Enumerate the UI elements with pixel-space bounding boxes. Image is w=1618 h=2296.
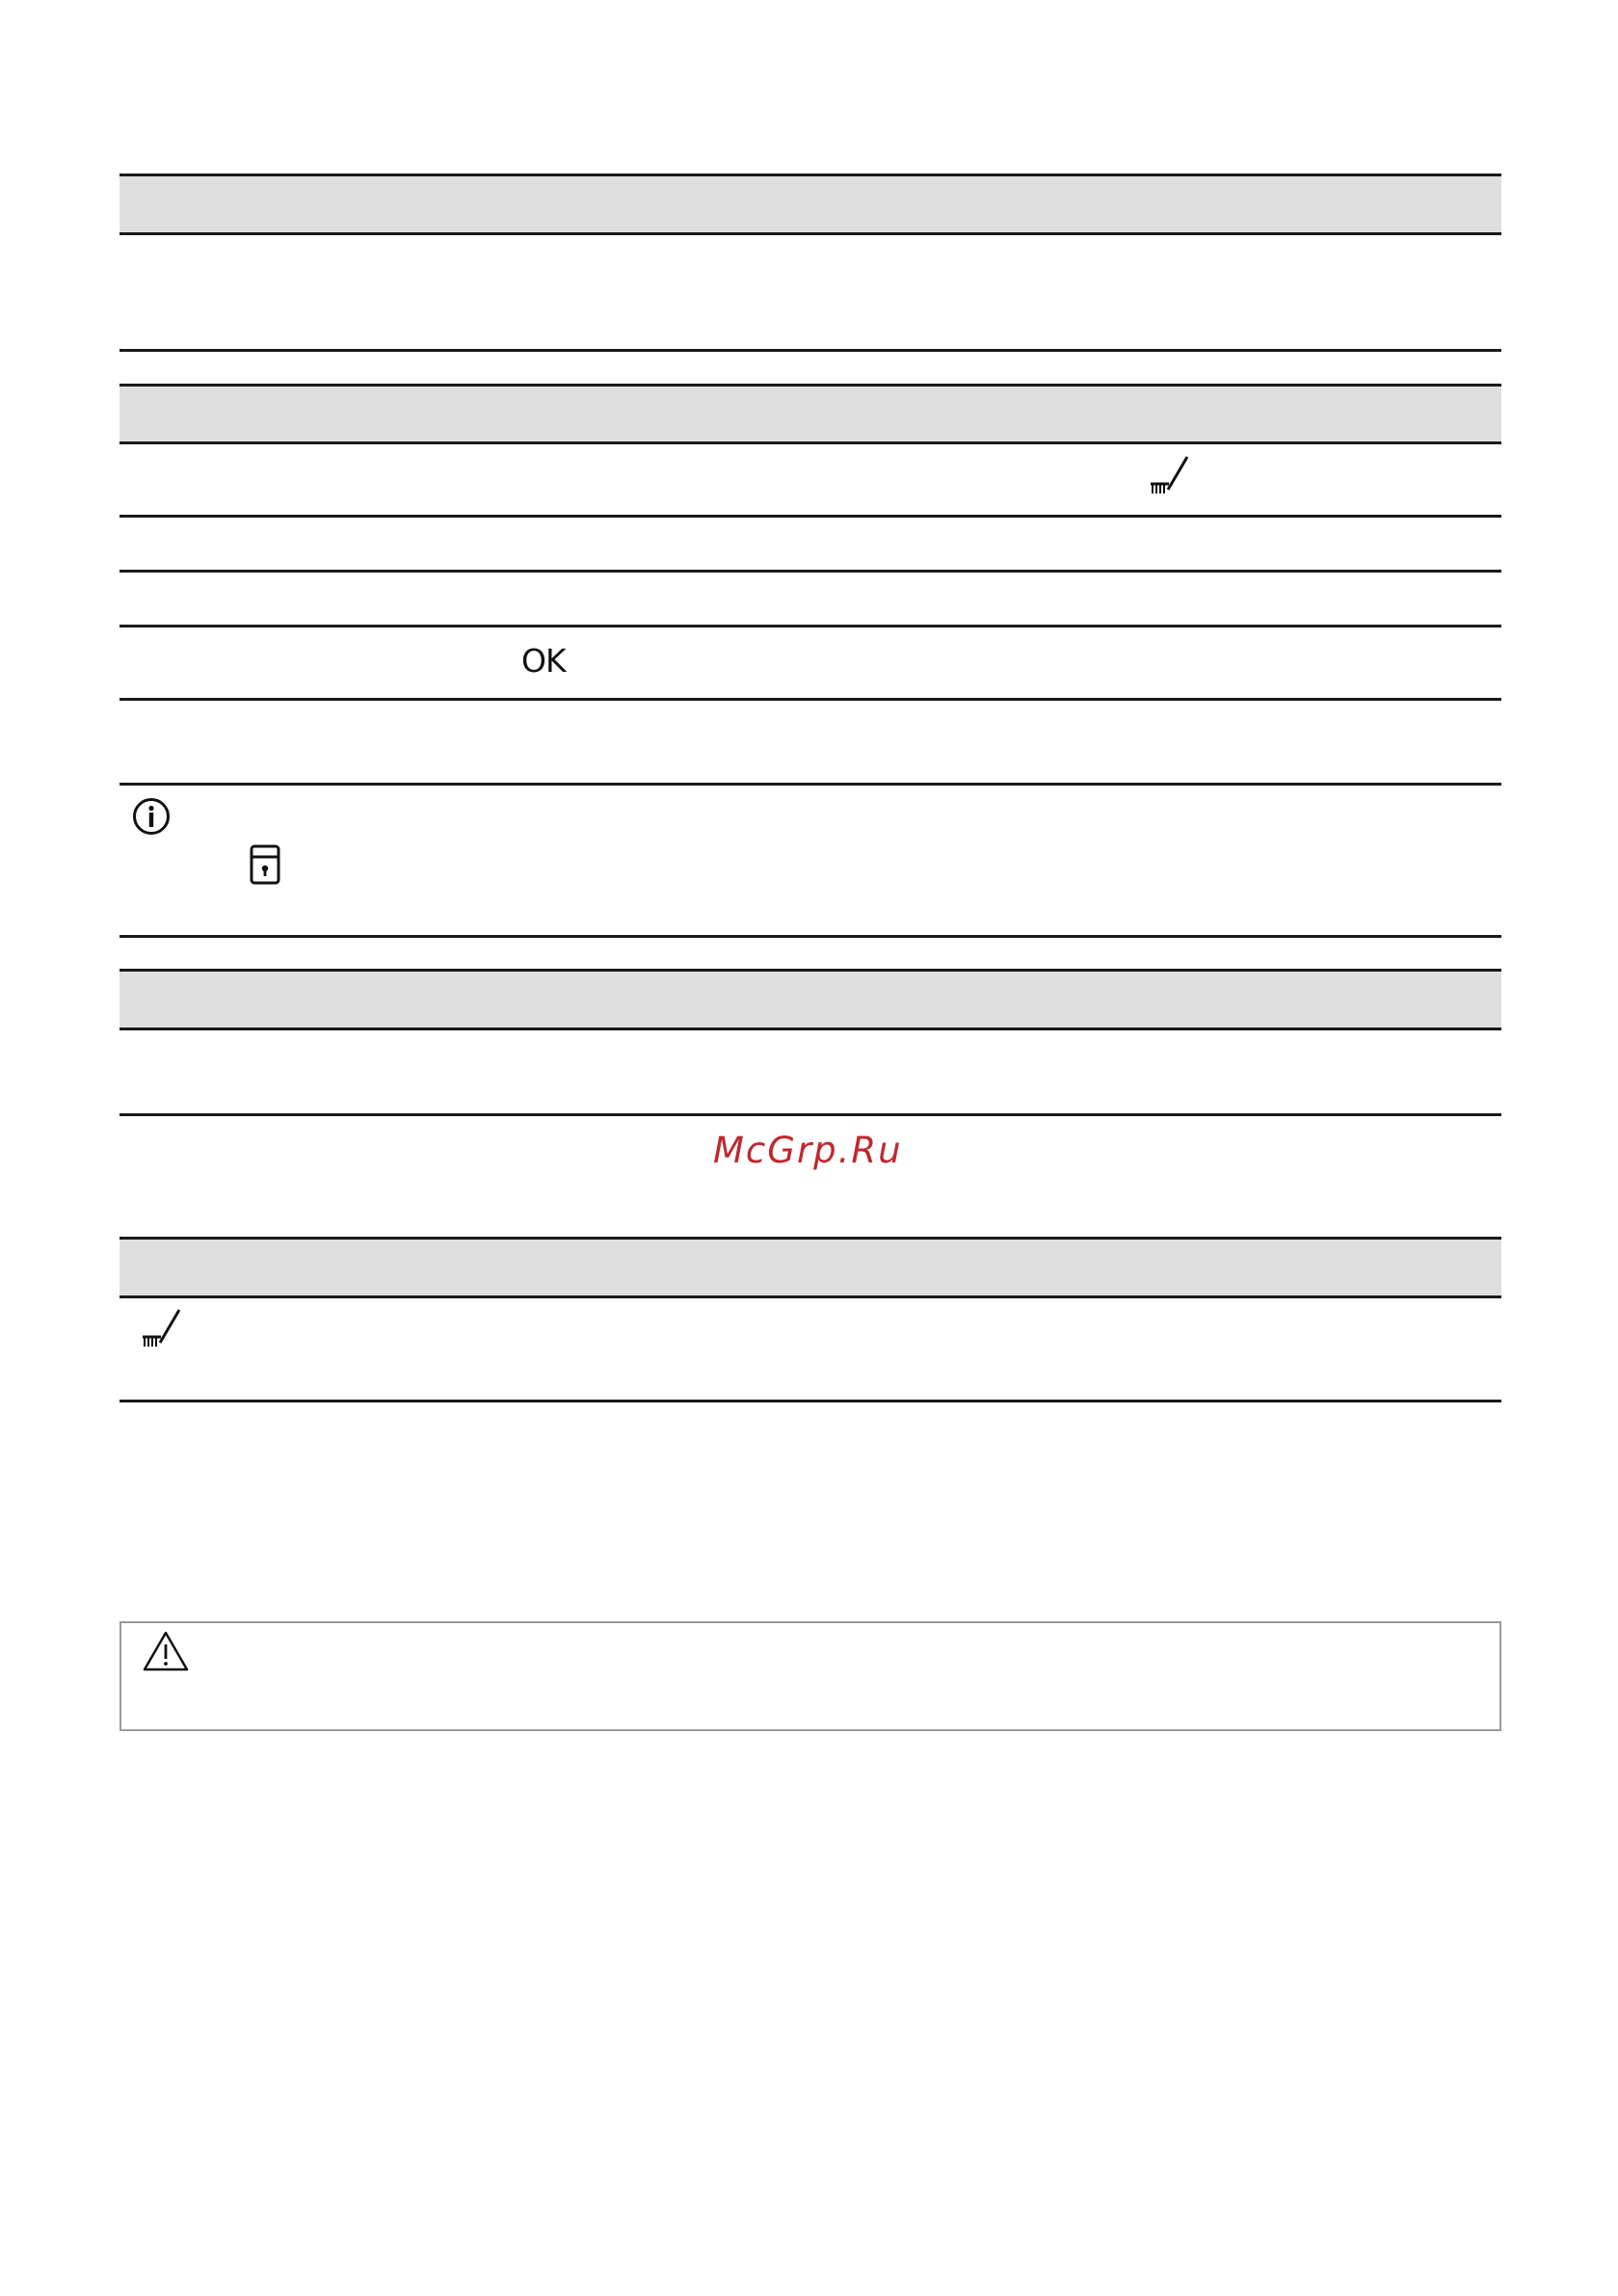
table2-header-band: [119, 385, 1501, 442]
table3-header-bottom-rule: [119, 1028, 1501, 1030]
table1-header-bottom-rule: [119, 232, 1501, 235]
table4-header-band: [119, 1239, 1501, 1296]
table2-row3-rule: [119, 625, 1501, 627]
ok-label: OK: [521, 642, 566, 680]
table3-bottom-rule: [119, 1113, 1501, 1116]
table2-row1-rule: [119, 515, 1501, 518]
table4-bottom-rule: [119, 1400, 1501, 1402]
table1-header-band: [119, 174, 1501, 232]
table2-row5-rule: [119, 783, 1501, 786]
watermark: McGrp.Ru: [713, 1130, 903, 1171]
table3-header-top-rule: [119, 969, 1501, 972]
table2-header-top-rule: [119, 384, 1501, 387]
table1-bottom-rule: [119, 349, 1501, 352]
info-note-bottom-rule: [119, 935, 1501, 938]
table4-header-bottom-rule: [119, 1295, 1501, 1298]
child-lock-icon: [250, 844, 282, 887]
table2-header-bottom-rule: [119, 441, 1501, 444]
table2-row4-rule: [119, 698, 1501, 701]
brush-icon: [1149, 455, 1189, 497]
table2-row2-rule: [119, 570, 1501, 573]
table3-header-band: [119, 971, 1501, 1028]
warning-box: [119, 1621, 1501, 1731]
info-icon: [132, 797, 171, 836]
warning-triangle-icon: [142, 1630, 190, 1672]
brush-icon: [141, 1308, 181, 1350]
table1-header-top-rule: [119, 174, 1501, 176]
table4-header-top-rule: [119, 1237, 1501, 1240]
